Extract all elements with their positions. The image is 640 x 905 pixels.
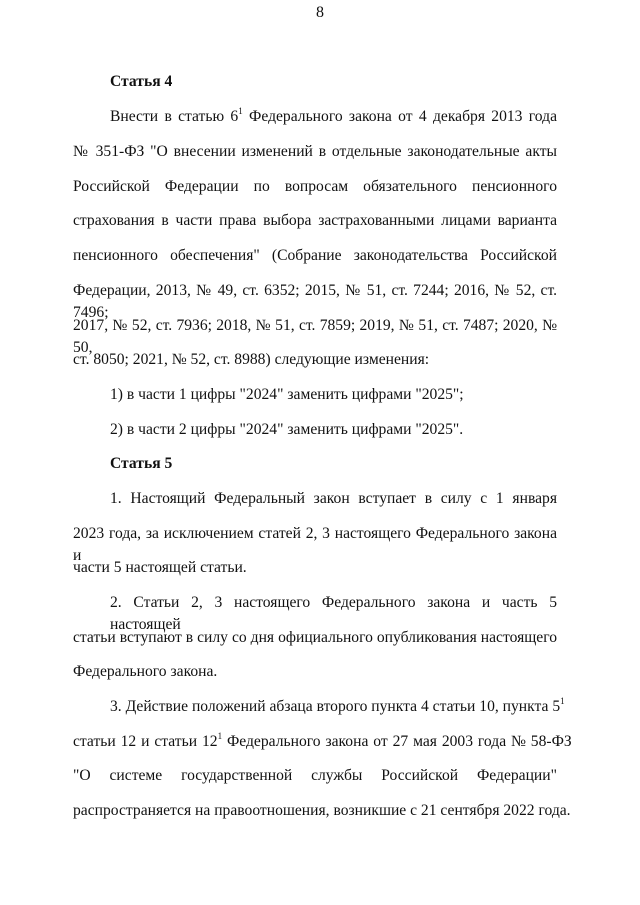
paragraph-line: статьи вступают в силу со дня официального опубликования настоящего <box>73 629 557 646</box>
paragraph-line: пенсионного обеспечения" (Собрание законодательства Российской <box>73 247 557 264</box>
text: Федерального закона от 27 мая 2003 года № 58-ФЗ <box>222 733 572 750</box>
paragraph-line: "О системе государственной службы Российской Федерации" <box>73 767 557 784</box>
paragraph-line <box>73 731 572 753</box>
paragraph-line: ст. 8050; 2021, № 52, ст. 8988) следующие изменения: <box>73 351 430 368</box>
list-item: 1) в части 1 цифры "2024" заменить цифрами "2025"; <box>110 386 464 403</box>
paragraph-line: части 5 настоящей статьи. <box>73 559 247 576</box>
paragraph-line: Федерального закона. <box>73 663 218 680</box>
page-number: 8 <box>316 4 324 21</box>
text: статьи 12 и статьи 12 <box>73 733 218 750</box>
paragraph-line: 2017, № 52, ст. 7936; 2018, № 51, ст. 7859; 2019, № 51, ст. 7487; 2020, № 50, <box>73 317 557 356</box>
text: 3. Действие положений абзаца второго пункта 4 статьи 10, пункта 5 <box>110 698 561 715</box>
paragraph-line: 1. Настоящий Федеральный закон вступает в силу с 1 января <box>110 490 557 507</box>
paragraph-line: распространяется на правоотношения, возникшие с 21 сентября 2022 года. <box>73 802 571 819</box>
article-5-heading: Статья 5 <box>110 455 173 472</box>
article-4-heading: Статья 4 <box>110 73 173 90</box>
paragraph-line: 2. Статьи 2, 3 настоящего Федерального закона и часть 5 настоящей <box>110 594 557 633</box>
superscript: 1 <box>217 731 223 741</box>
paragraph-line: Федерации, 2013, № 49, ст. 6352; 2015, № 51, ст. 7244; 2016, № 52, ст. 7496; <box>73 282 557 321</box>
text: Внести в статью 6 <box>110 108 239 125</box>
list-item: 2) в части 2 цифры "2024" заменить цифрами "2025". <box>110 421 464 438</box>
paragraph-line: страхования в части права выбора застрахованными лицами варианта <box>73 212 557 229</box>
paragraph-line <box>110 106 557 128</box>
superscript: 1 <box>560 696 565 706</box>
paragraph-line: Российской Федерации по вопросам обязательного пенсионного <box>73 178 557 195</box>
paragraph-line <box>110 696 565 718</box>
text: Федерального закона от 4 декабря 2013 года <box>242 108 557 125</box>
superscript: 1 <box>238 106 243 116</box>
paragraph-line: 2023 года, за исключением статей 2, 3 настоящего Федерального закона и <box>73 525 557 564</box>
paragraph-line: № 351-ФЗ "О внесении изменений в отдельные законодательные акты <box>73 143 557 160</box>
